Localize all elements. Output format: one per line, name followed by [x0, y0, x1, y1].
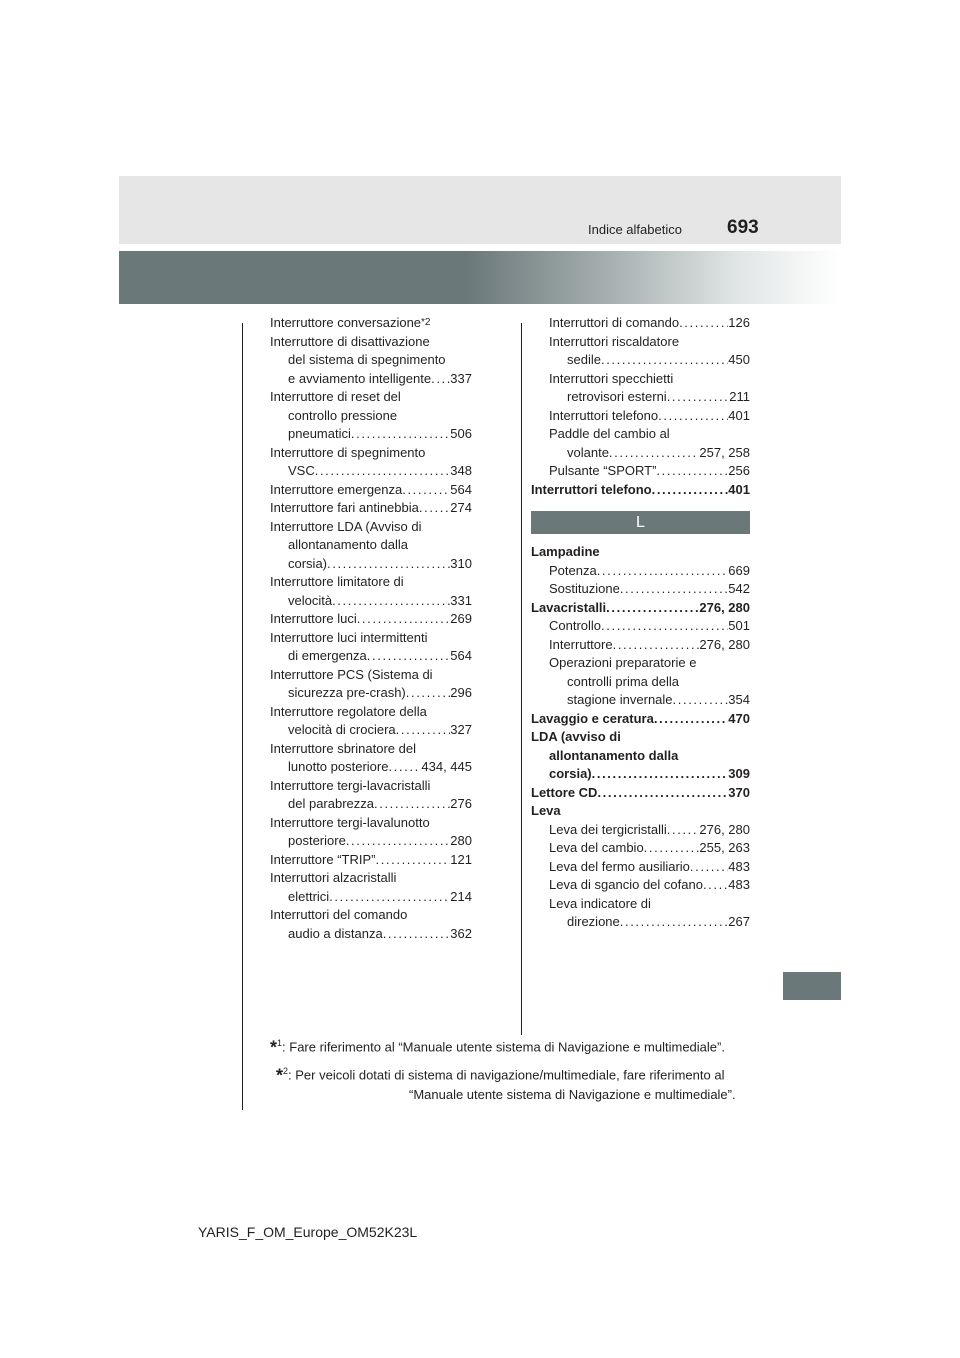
entry-label: Potenza: [549, 562, 597, 578]
footnote-2-continued: “Manuale utente sistema di Navigazione e multimediale”.: [409, 1087, 736, 1102]
page-reference: 256: [728, 463, 750, 478]
index-entry: [531, 481, 750, 500]
entry-label: Leva di sgancio del cofano: [549, 877, 703, 892]
index-entry: [531, 580, 750, 599]
leader-dots: [315, 462, 451, 481]
entry-label: Interruttori telefono: [549, 407, 659, 423]
leader-dots: [592, 765, 729, 784]
index-entry: [270, 481, 472, 500]
index-entry: [531, 351, 750, 370]
entry-label: posteriore: [288, 833, 346, 848]
entry-label: di emergenza: [288, 648, 367, 663]
page-reference: 354: [728, 692, 750, 707]
index-entry: [270, 832, 472, 851]
entry-label: Lavaggio e ceratura: [531, 710, 654, 726]
page-reference: 331: [450, 592, 472, 608]
index-entry: [270, 684, 472, 703]
footnote-2-text: : Per veicoli dotati di sistema di navigazione/multimediale, fare riferimento al: [288, 1067, 725, 1083]
footnote-1: [270, 1034, 725, 1057]
index-text-line: Leva: [531, 803, 561, 818]
leader-dots: [406, 684, 451, 703]
page-reference: 310: [450, 555, 472, 571]
leader-dots: [419, 499, 450, 518]
footnote-2: [276, 1062, 724, 1085]
entry-label: Leva dei tergicristalli: [549, 821, 667, 837]
leader-dots: [609, 444, 699, 463]
leader-dots: [644, 839, 700, 858]
index-entry: [531, 691, 750, 710]
entry-label: sedile: [567, 352, 601, 367]
page-reference: 348: [450, 463, 472, 478]
page-reference: 211: [729, 389, 750, 404]
entry-label: velocità di crociera: [288, 722, 396, 737]
page-reference: 483: [728, 858, 750, 874]
page-reference: 470: [728, 710, 750, 726]
leader-dots: [388, 758, 421, 777]
footnote-reference: *2: [421, 317, 431, 328]
index-column-1: [270, 314, 472, 943]
leader-dots: [658, 407, 728, 426]
leader-dots: [606, 599, 699, 618]
index-text-line: controlli prima della: [567, 673, 679, 689]
index-entry: [531, 839, 750, 858]
page-reference: 501: [728, 618, 750, 633]
page-reference: 274: [450, 500, 472, 515]
index-entry: [531, 765, 750, 784]
leader-dots: [402, 481, 450, 500]
entry-label: retrovisori esterni: [567, 389, 667, 404]
entry-label: Leva del fermo ausiliario: [549, 858, 690, 874]
index-entry: [270, 555, 472, 574]
entry-label: e avviamento intelligente: [288, 370, 432, 386]
entry-label: Controllo: [549, 618, 602, 633]
leader-dots: [620, 580, 728, 599]
page-number: 693: [727, 217, 759, 238]
index-entry: [270, 314, 472, 333]
leader-dots: [652, 481, 729, 500]
index-text-line: Interruttore luci intermittenti: [270, 629, 428, 645]
index-entry: [531, 599, 750, 618]
index-entry: [270, 425, 472, 444]
leader-dots: [667, 388, 730, 407]
index-text-line: Interruttore regolatore della: [270, 703, 427, 719]
leader-dots: [703, 876, 728, 895]
index-entry: [531, 710, 750, 729]
header-title: Indice alfabetico: [588, 222, 682, 237]
page-reference: 337: [450, 370, 472, 386]
index-entry: [531, 388, 750, 407]
leader-dots: [690, 858, 728, 877]
page-reference: 214: [450, 888, 472, 904]
page-reference: 309: [728, 766, 750, 781]
footnote-1-number: 1: [277, 1038, 283, 1048]
footnote-2-number: 2: [283, 1066, 289, 1076]
leader-dots: [601, 617, 728, 636]
leader-dots: [327, 555, 450, 574]
index-entry: [531, 821, 750, 840]
index-entry: [531, 876, 750, 895]
page-reference: 126: [728, 315, 750, 330]
leader-dots: [367, 647, 451, 666]
leader-dots: [656, 462, 728, 481]
index-text-line: allontanamento dalla: [549, 747, 679, 763]
leader-dots: [679, 314, 728, 333]
page-reference: 267: [728, 914, 750, 929]
index-column-2: [531, 314, 750, 932]
page-reference: 362: [450, 925, 472, 941]
entry-label: Sostituzione: [549, 581, 620, 596]
entry-label: Interruttori di comando: [549, 315, 680, 330]
footnote-2-mark: *: [276, 1065, 284, 1086]
page-reference: 327: [450, 722, 472, 737]
leader-dots: [601, 351, 728, 370]
index-text-line: Interruttore di spegnimento: [270, 444, 426, 460]
index-text-line: del sistema di spegnimento: [288, 352, 446, 367]
page-reference: 280: [450, 833, 472, 848]
leader-dots: [346, 832, 450, 851]
index-text-line: Lampadine: [531, 544, 600, 559]
page-reference: 401: [728, 407, 750, 423]
page-reference: 276, 280: [699, 821, 750, 837]
page-reference: 370: [728, 784, 750, 800]
index-text-line: allontanamento dalla: [288, 537, 408, 552]
index-entry: [531, 784, 750, 803]
page-reference: 255, 263: [699, 840, 750, 855]
entry-label: Interruttore fari antinebbia: [270, 500, 419, 515]
leader-dots: [383, 925, 451, 944]
leader-dots: [597, 784, 728, 803]
entry-label: Interruttore “TRIP”: [270, 851, 376, 867]
entry-label: velocità: [288, 592, 333, 608]
index-entry: [270, 462, 472, 481]
index-entry: [270, 888, 472, 907]
leader-dots: [332, 592, 450, 611]
index-group-continued: [531, 314, 750, 499]
page-reference: 269: [450, 611, 472, 626]
entry-label: Pulsante “SPORT”: [549, 463, 657, 478]
page-reference: 434, 445: [421, 759, 472, 774]
leader-dots: [396, 721, 451, 740]
page-reference: 506: [450, 426, 472, 441]
leader-dots: [431, 370, 450, 389]
index-text-line: Interruttore di reset del: [270, 389, 401, 404]
entry-label: direzione: [567, 914, 620, 929]
index-text-line: Interruttori specchietti: [549, 370, 674, 386]
index-text-line: Interruttore LDA (Avviso di: [270, 518, 422, 534]
page-reference: 276: [450, 796, 472, 811]
leader-dots: [673, 691, 729, 710]
index-text-line: Interruttori alzacristalli: [270, 870, 397, 885]
page-reference: 564: [450, 481, 472, 497]
page-reference: 669: [728, 562, 750, 578]
entry-label: audio a distanza: [288, 925, 383, 941]
entry-label: Lettore CD: [531, 784, 598, 800]
leader-dots: [613, 636, 700, 655]
leader-dots: [597, 562, 729, 581]
page-reference: 542: [728, 581, 750, 596]
index-group-l: [531, 543, 750, 932]
index-entry: [270, 610, 472, 629]
index-text-line: Interruttore di disattivazione: [270, 333, 430, 349]
index-entry: [270, 647, 472, 666]
index-text-line: Interruttore tergi-lavacristalli: [270, 777, 431, 793]
leader-dots: [667, 821, 700, 840]
leader-dots: [375, 851, 450, 870]
chapter-banner: [119, 251, 841, 304]
entry-label: sicurezza pre-crash): [288, 685, 406, 700]
entry-label: Interruttore conversazione: [270, 315, 422, 330]
index-entry: [531, 858, 750, 877]
page-reference: 450: [728, 352, 750, 367]
leader-dots: [357, 610, 451, 629]
index-entry: [531, 444, 750, 463]
footnote-1-mark: *: [270, 1037, 278, 1058]
index-text-line: LDA (avviso di: [531, 729, 621, 744]
index-text-line: Interruttori del comando: [270, 907, 408, 922]
index-text-line: Interruttore PCS (Sistema di: [270, 666, 433, 682]
entry-label: VSC: [288, 463, 315, 478]
document-code: YARIS_F_OM_Europe_OM52K23L: [198, 1224, 418, 1240]
page-reference: 401: [728, 481, 750, 497]
entry-label: stagione invernale: [567, 692, 673, 707]
leader-dots: [654, 710, 728, 729]
index-text-line: Leva indicatore di: [549, 895, 651, 911]
section-letter-header: L: [531, 511, 750, 534]
index-text-line: controllo pressione: [288, 407, 398, 423]
index-entry: [531, 562, 750, 581]
index-entry: [270, 851, 472, 870]
index-entry: [270, 370, 472, 389]
entry-label: elettrici: [288, 888, 330, 904]
page-reference: 257, 258: [699, 444, 750, 460]
index-entry: [531, 314, 750, 333]
index-entry: [270, 795, 472, 814]
index-text-line: Interruttore limitatore di: [270, 574, 404, 589]
entry-label: Lavacristalli: [531, 599, 607, 615]
entry-label: lunotto posteriore: [288, 759, 389, 774]
index-text-line: Interruttore sbrinatore del: [270, 740, 416, 756]
index-text-line: Operazioni preparatorie e: [549, 655, 697, 670]
entry-label: volante: [567, 444, 609, 460]
index-entry: [270, 925, 472, 944]
page-reference: 276, 280: [699, 599, 750, 615]
index-entry: [531, 617, 750, 636]
index-entry: [270, 499, 472, 518]
entry-label: corsia): [288, 555, 328, 571]
page-reference: 564: [450, 648, 472, 663]
entry-label: corsia): [549, 766, 592, 781]
page-reference: 276, 280: [699, 636, 750, 652]
entry-label: del parabrezza: [288, 796, 374, 811]
page-reference: 296: [450, 685, 472, 700]
entry-label: pneumatici: [288, 426, 351, 441]
leader-dots: [374, 795, 450, 814]
column-rule-left: [242, 323, 243, 1110]
index-text-line: Paddle del cambio al: [549, 426, 670, 441]
index-entry: [270, 758, 472, 777]
index-entry: [270, 592, 472, 611]
index-entry: [270, 721, 472, 740]
index-text-line: Interruttore tergi-lavalunotto: [270, 814, 430, 830]
entry-label: Interruttori telefono: [531, 481, 652, 497]
entry-label: Interruttore: [549, 636, 613, 652]
footnote-1-text: : Fare riferimento al “Manuale utente sistema di Navigazione e multimediale”.: [282, 1039, 725, 1055]
page-reference: 121: [450, 851, 472, 867]
index-entry: [531, 407, 750, 426]
leader-dots: [351, 425, 450, 444]
index-text-line: Interruttori riscaldatore: [549, 333, 680, 349]
entry-label: Leva del cambio: [549, 840, 644, 855]
leader-dots: [620, 913, 729, 932]
entry-label: Interruttore luci: [270, 611, 357, 626]
column-rule-middle: [521, 323, 522, 1035]
index-entry: [531, 462, 750, 481]
index-entry: [531, 913, 750, 932]
leader-dots: [329, 888, 450, 907]
entry-label: Interruttore emergenza: [270, 481, 403, 497]
index-entry: [531, 636, 750, 655]
page-reference: 483: [728, 877, 750, 892]
chapter-side-tab: [783, 972, 841, 1000]
